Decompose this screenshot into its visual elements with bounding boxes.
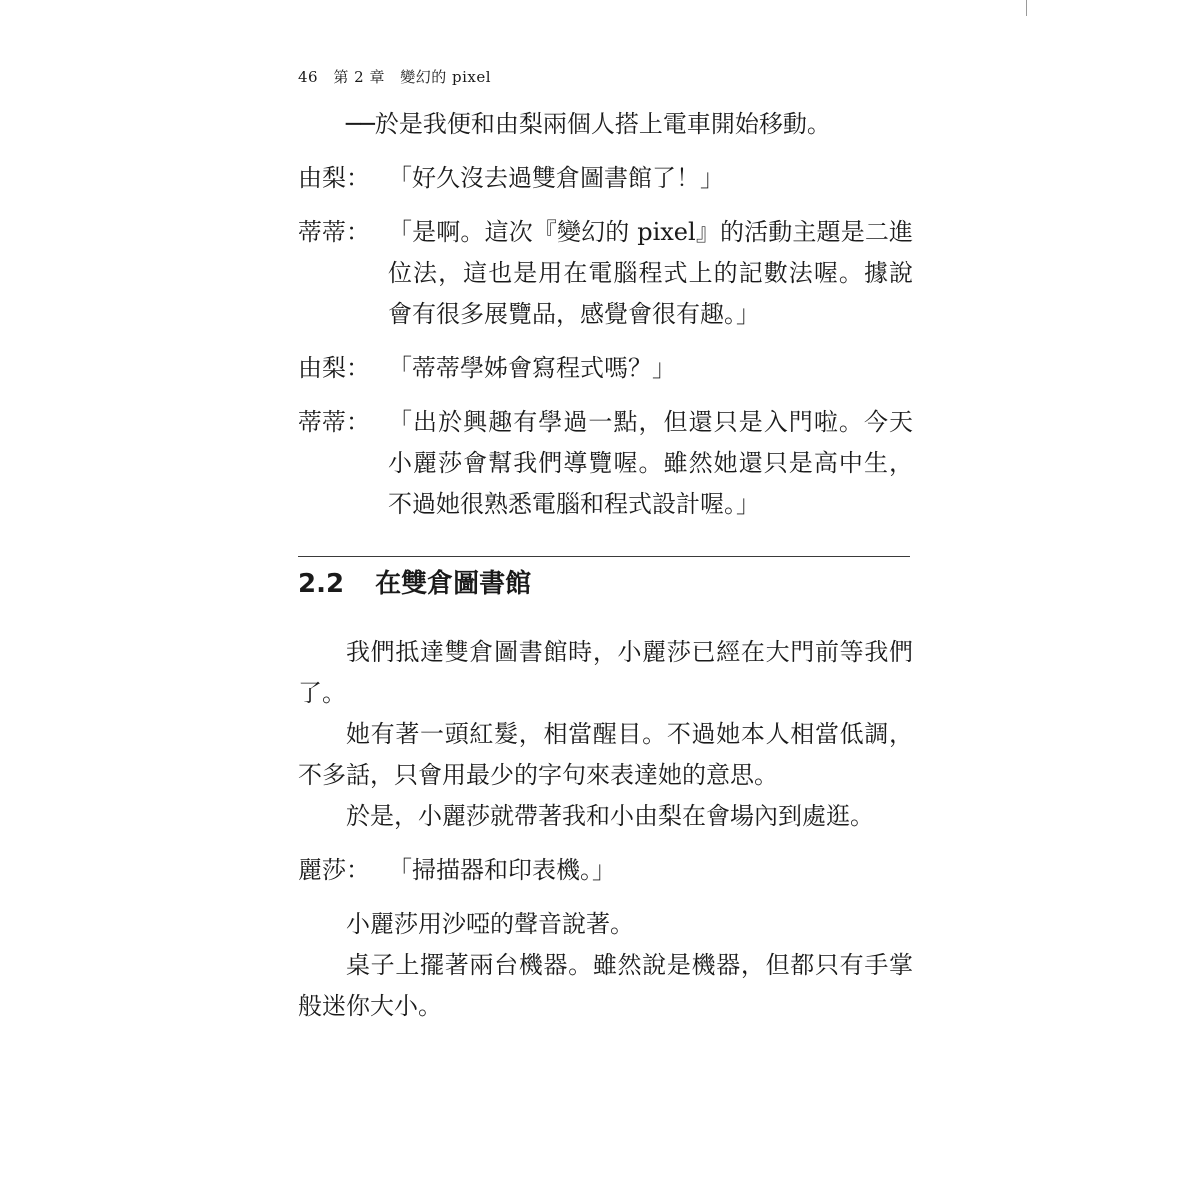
- speaker-name: 蒂蒂：: [298, 408, 370, 436]
- dialogue-line: [298, 850, 913, 891]
- speaker-name: 由梨：: [298, 354, 370, 382]
- paragraph: ──於是我便和由梨兩個人搭上電車開始移動。: [346, 110, 831, 138]
- speaker-name: 蒂蒂：: [298, 218, 370, 246]
- chapter-label: 第 2 章: [333, 68, 385, 86]
- paragraph: 小麗莎用沙啞的聲音說著。: [346, 910, 634, 938]
- paragraph: 她有著一頭紅髮，相當醒目。不過她本人相當低調，不多話，只會用最少的字句來表達她的意思。: [298, 720, 913, 789]
- chapter-title: 變幻的 pixel: [400, 68, 492, 86]
- speech-text: 「好久沒去過雙倉圖書館了！」: [388, 164, 724, 192]
- running-head: [298, 66, 501, 87]
- dialogue-line: [298, 158, 913, 199]
- speaker-name: 由梨：: [298, 164, 370, 192]
- paragraph: 我們抵達雙倉圖書館時，小麗莎已經在大門前等我們了。: [298, 638, 913, 707]
- paragraph: 桌子上擺著兩台機器。雖然說是機器，但都只有手掌般迷你大小。: [298, 951, 913, 1020]
- crop-mark: [1026, 0, 1027, 16]
- paragraph: 於是，小麗莎就帶著我和小由梨在會場內到處逛。: [346, 802, 874, 830]
- page-number: 46: [298, 68, 319, 86]
- section-number: 2.2: [298, 569, 345, 599]
- speech-text: 「是啊。這次『變幻的 pixel』的活動主題是二進位法，這也是用在電腦程式上的記數法喔。據說會有很多展覽品，感覺會很有趣。」: [388, 218, 913, 328]
- section-title: 在雙倉圖書館: [375, 569, 532, 599]
- speech-text: 「掃描器和印表機。」: [388, 856, 616, 884]
- dialogue-line: [298, 402, 913, 525]
- section-divider: [298, 556, 910, 557]
- text-block-bottom: [298, 632, 913, 1027]
- dialogue-line: [298, 348, 913, 389]
- section-heading: [298, 564, 531, 604]
- speaker-name: 麗莎：: [298, 856, 370, 884]
- dialogue-line: [298, 212, 913, 335]
- speech-text: 「蒂蒂學姊會寫程式嗎？」: [388, 354, 676, 382]
- speech-text: 「出於興趣有學過一點，但還只是入門啦。今天小麗莎會幫我們導覽喔。雖然她還只是高中生，不過她很熟悉電腦和程式設計喔。」: [388, 408, 913, 518]
- text-block-top: [298, 104, 913, 525]
